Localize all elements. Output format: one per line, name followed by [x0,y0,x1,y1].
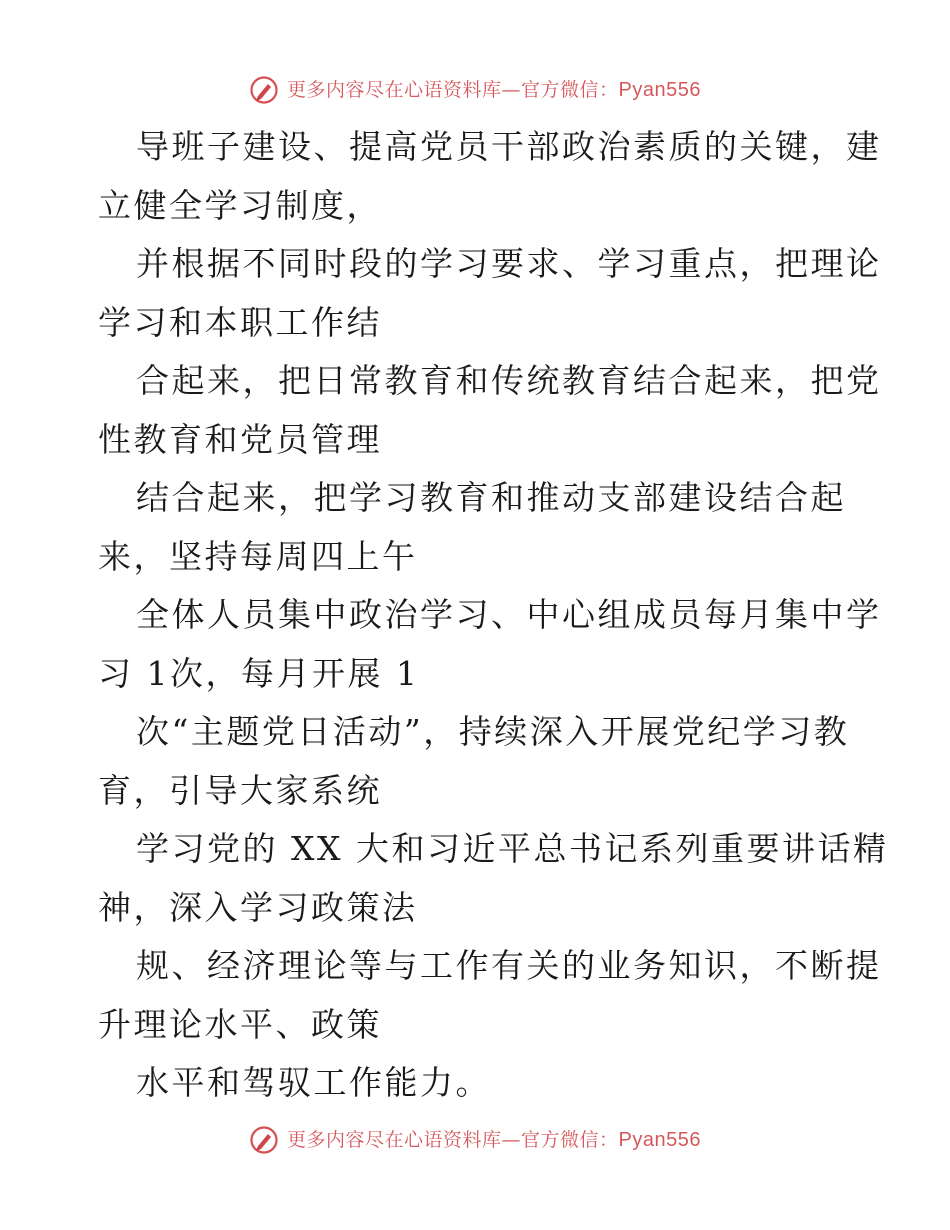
text-line: 水平和驾驭工作能力。 [136,1063,491,1102]
document-body [98,118,889,1113]
text-line: 育，引导大家系统 [98,770,382,810]
text-line: 结合起来，把学习教育和推动支部建设结合起 [136,478,846,517]
pen-logo-icon [249,75,279,105]
watermark-handle: Pyan556 [618,1129,701,1151]
text-line: 升理论水平、政策 [98,1004,382,1044]
text-line: 次“主题党日活动”，持续深入开展党纪学习教 [136,712,850,751]
text-line: 神，深入学习政策法 [98,887,418,927]
text-line: 导班子建设、提高党员干部政治素质的关键，建 [136,127,882,166]
pen-logo-icon [249,1125,279,1155]
watermark-text: 更多内容尽在心语资料库—官方微信：Pyan556 [287,79,701,101]
text-line: 学习和本职工作结 [98,302,382,342]
text-line: 习 1次，每月开展 1 [98,653,420,693]
watermark-handle: Pyan556 [618,79,701,101]
header-watermark [0,70,950,110]
text-line: 合起来，把日常教育和传统教育结合起来，把党 [136,361,882,400]
text-line: 性教育和党员管理 [98,419,382,459]
text-line: 来，坚持每周四上午 [98,536,418,576]
text-line: 并根据不同时段的学习要求、学习重点，把理论 [136,244,882,283]
text-line: 学习党的 XX 大和习近平总书记系列重要讲话精 [136,829,889,868]
text-line: 全体人员集中政治学习、中心组成员每月集中学 [136,595,882,634]
watermark-text: 更多内容尽在心语资料库—官方微信：Pyan556 [287,1129,701,1151]
text-line: 立健全学习制度， [98,185,382,225]
text-line: 规、经济理论等与工作有关的业务知识，不断提 [136,946,882,985]
footer-watermark [0,1120,950,1160]
